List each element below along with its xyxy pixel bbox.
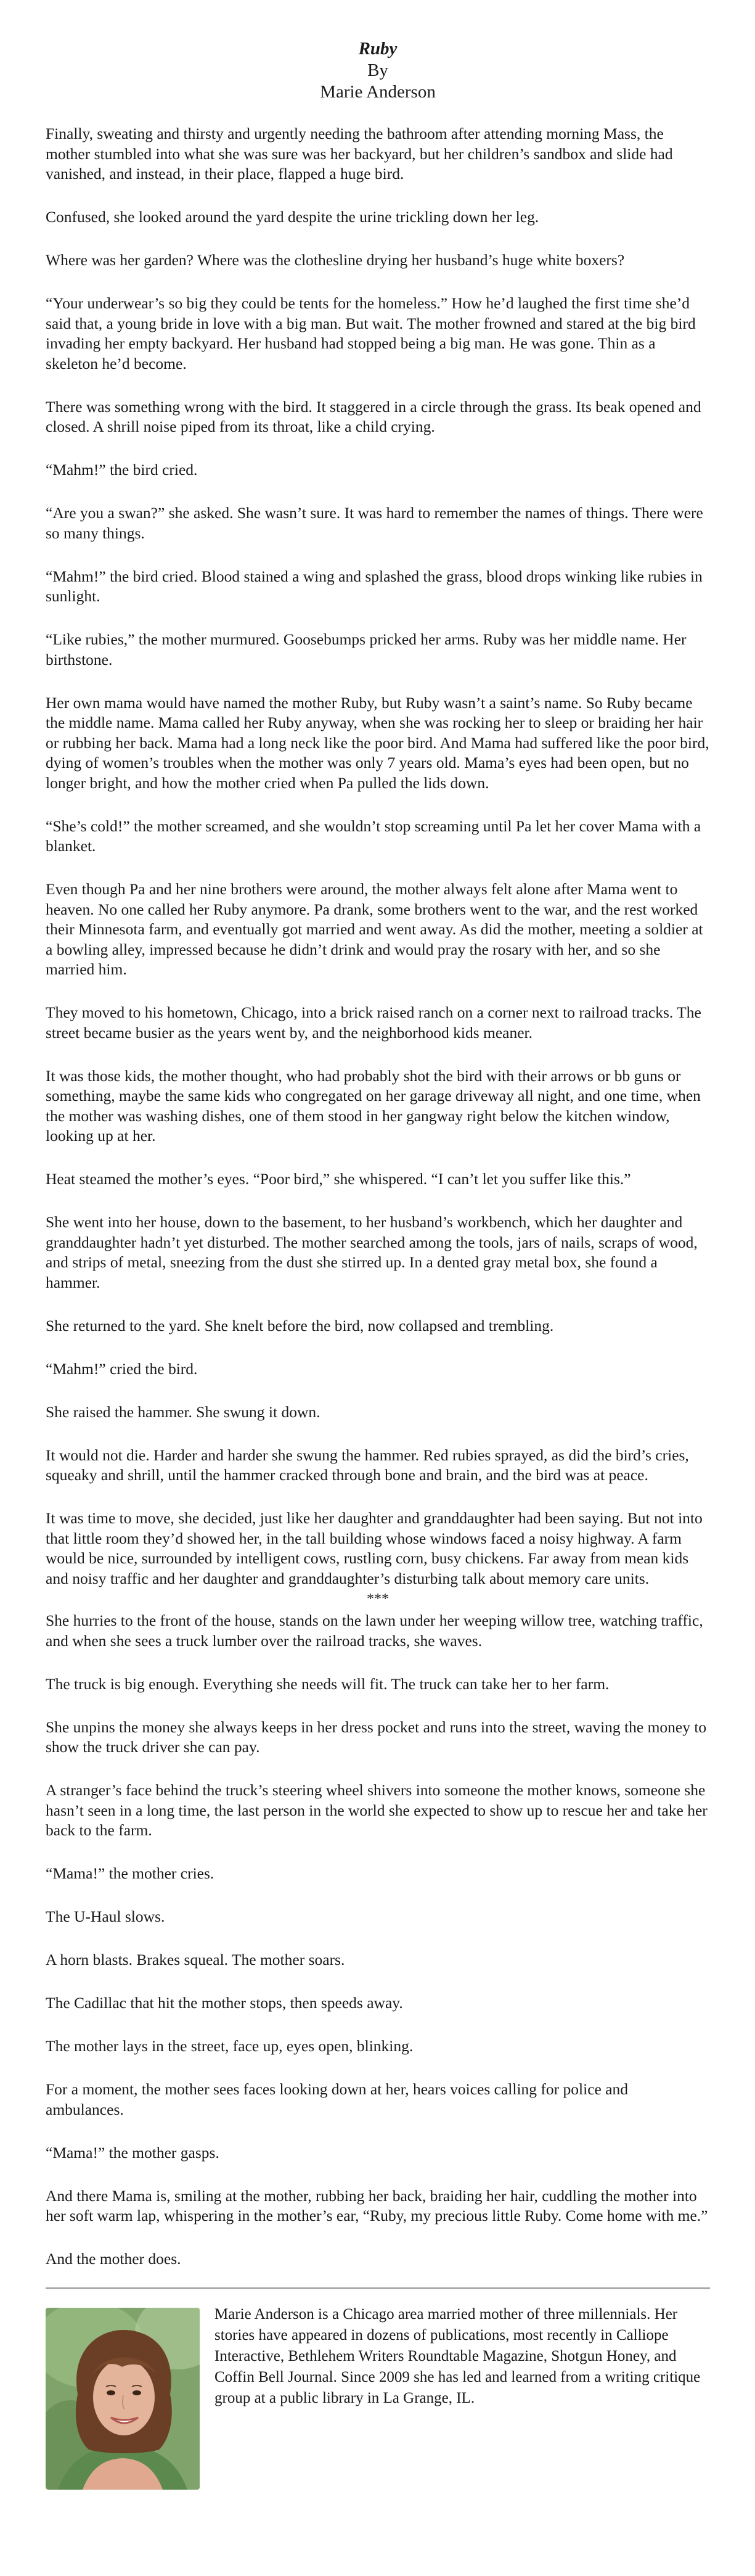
bio-divider	[46, 2287, 710, 2289]
story-paragraph: It was time to move, she decided, just like her daughter and granddaughter had been saying. But not into that little room they’d showed her, in the tall building whose windows faced a noisy highway. A farm would be nice, surrounded by intelligent cows, rustling corn, busy chickens. Far away from mean kids and noisy traffic and her daughter and granddaughter’s disturbing talk about memory care units.	[46, 1509, 703, 1587]
story-paragraph: For a moment, the mother sees faces looking down at her, hears voices calling for police and ambulances.	[46, 2080, 629, 2118]
story-paragraph: “She’s cold!” the mother screamed, and she wouldn’t stop screaming until Pa let her cover Mama with a blanket.	[46, 817, 701, 855]
story-title: Ruby	[358, 39, 398, 59]
story-paragraph: She raised the hammer. She swung it down.	[46, 1402, 320, 1421]
story-paragraph: And the mother does.	[46, 2250, 181, 2268]
story-paragraph: She unpins the money she always keeps in her dress pocket and runs into the street, waving the money to show the truck driver she can pay.	[46, 1718, 707, 1756]
story-paragraph: Confused, she looked around the yard despite the urine trickling down her leg.	[46, 208, 539, 226]
story-paragraph: There was something wrong with the bird. It staggered in a circle through the grass. Its beak opened and closed. A shrill noise piped from its throat, like a child crying.	[46, 397, 701, 435]
author-portrait-image	[46, 2308, 200, 2490]
story-paragraph: It would not die. Harder and harder she swung the hammer. Red rubies sprayed, as did the bird’s cries, squeaky and shrill, until the hammer cracked through bone and brain, and the bird was at peace.	[46, 1446, 689, 1484]
story-paragraph: The Cadillac that hit the mother stops, then speeds away.	[46, 1994, 403, 2012]
story-paragraph: “Mahm!” the bird cried.	[46, 461, 198, 479]
author-name: Marie Anderson	[320, 82, 436, 102]
story-paragraph: She returned to the yard. She knelt before the bird, now collapsed and trembling.	[46, 1316, 554, 1335]
story-part-2	[46, 1611, 710, 2269]
story-paragraph: “Mahm!” the bird cried. Blood stained a wing and splashed the grass, blood drops winking like rubies in sunlight.	[46, 567, 703, 605]
author-photo	[46, 2308, 200, 2490]
story-paragraph: The truck is big enough. Everything she needs will fit. The truck can take her to her farm.	[46, 1674, 610, 1693]
story-paragraph: And there Mama is, smiling at the mother, rubbing her back, braiding her hair, cuddling the mother into her soft warm lap, whispering in the mother’s ear, “Ruby, my precious little Ruby. Come home with me.”	[46, 2186, 708, 2224]
story-paragraph: A horn blasts. Brakes squeal. The mother soars.	[46, 1951, 345, 1969]
story-paragraph: “Are you a swan?” she asked. She wasn’t sure. It was hard to remember the names of things. There were so many things.	[46, 504, 703, 542]
story-paragraph: Heat steamed the mother’s eyes. “Poor bird,” she whispered. “I can’t let you suffer like this.”	[46, 1170, 631, 1188]
story-paragraph: Her own mama would have named the mother Ruby, but Ruby wasn’t a saint’s name. So Ruby became the middle name. Mama called her Ruby anyway, when she was rocking her to sleep or braiding her hair or rubbing her back. Mama had a long neck like the poor bird. And Mama had suffered like the poor bird, dying of women’s troubles when the mother was only 7 years old. Mama’s eyes had been open, but no longer bright, and how the mother cried when Pa pulled the lids down.	[46, 693, 709, 792]
story-paragraph: It was those kids, the mother thought, who had probably shot the bird with their arrows or bb guns or something, maybe the same kids who congregated on her garage driveway all night, and one time, when the mother was washing dishes, one of them stood in her gangway right below the kitchen window, looking up at her.	[46, 1066, 701, 1145]
story-paragraph: Finally, sweating and thirsty and urgently needing the bathroom after attending morning Mass, the mother stumbled into what she was sure was her backyard, but her children’s sandbox and slide had vanished, and instead, in their place, flapped a huge bird.	[46, 125, 673, 183]
story-paragraph: The U-Haul slows.	[46, 1907, 165, 1925]
author-bio	[46, 2308, 710, 2490]
story-paragraph: “Mama!” the mother cries.	[46, 1864, 214, 1882]
story-paragraph: Even though Pa and her nine brothers were around, the mother always felt alone after Mama went to heaven. No one called her Ruby anymore. Pa drank, some brothers went to the war, and the rest worked their Minnesota farm, and eventually got married and went away. As did the mother, meeting a soldier at a bowling alley, impressed because he didn’t drink and would pray the rosary with her, and so she married him.	[46, 880, 703, 978]
story-paragraph: “Your underwear’s so big they could be tents for the homeless.” How he’d laughed the first time she’d said that, a young bride in love with a big man. But wait. The mother frowned and stared at the big bird invading her empty backyard. Her husband had stopped being a big man. He was gone. Thin as a skeleton he’d become.	[46, 294, 696, 372]
story-part-1	[46, 124, 710, 1589]
story-body	[46, 124, 710, 2269]
story-paragraph: “Like rubies,” the mother murmured. Goosebumps pricked her arms. Ruby was her middle name. Her birthstone.	[46, 630, 687, 669]
story-paragraph: A stranger’s face behind the truck’s steering wheel shivers into someone the mother knows, someone she hasn’t seen in a long time, the last person in the world she expected to show up to rescue her and take her back to the farm.	[46, 1781, 708, 1839]
section-separator: ***	[367, 1591, 389, 1607]
story-paragraph: She hurries to the front of the house, stands on the lawn under her weeping willow tree, watching traffic, and when she sees a truck lumber over the railroad tracks, she waves.	[46, 1611, 703, 1650]
story-paragraph: She went into her house, down to the basement, to her husband’s workbench, which her daughter and granddaughter hadn’t yet disturbed. The mother searched among the tools, jars of nails, scraps of wood, and strips of metal, sneezing from the dust she stirred up. In a dented gray metal box, she found a hammer.	[46, 1213, 698, 1291]
story-header	[46, 38, 710, 103]
author-bio-text: Marie Anderson is a Chicago area married mother of three millennials. Her stories have appeared in dozens of publications, most recently in Calliope Interactive, Bethlehem Writers Roundtable Magazine, Shotgun Honey, and Coffin Bell Journal. Since 2009 she has led and learned from a writing critique group at a public library in La Grange, IL.	[214, 2306, 701, 2406]
story-paragraph: “Mama!” the mother gasps.	[46, 2143, 219, 2162]
story-paragraph: They moved to his hometown, Chicago, into a brick raised ranch on a corner next to railroad tracks. The street became busier as the years went by, and the neighborhood kids meaner.	[46, 1003, 701, 1042]
story-paragraph: Where was her garden? Where was the clothesline drying her husband’s huge white boxers?	[46, 251, 625, 269]
story-paragraph: The mother lays in the street, face up, eyes open, blinking.	[46, 2037, 414, 2055]
story-page	[46, 38, 710, 2490]
byline-label: By	[367, 60, 388, 80]
story-paragraph: “Mahm!” cried the bird.	[46, 1359, 198, 1378]
